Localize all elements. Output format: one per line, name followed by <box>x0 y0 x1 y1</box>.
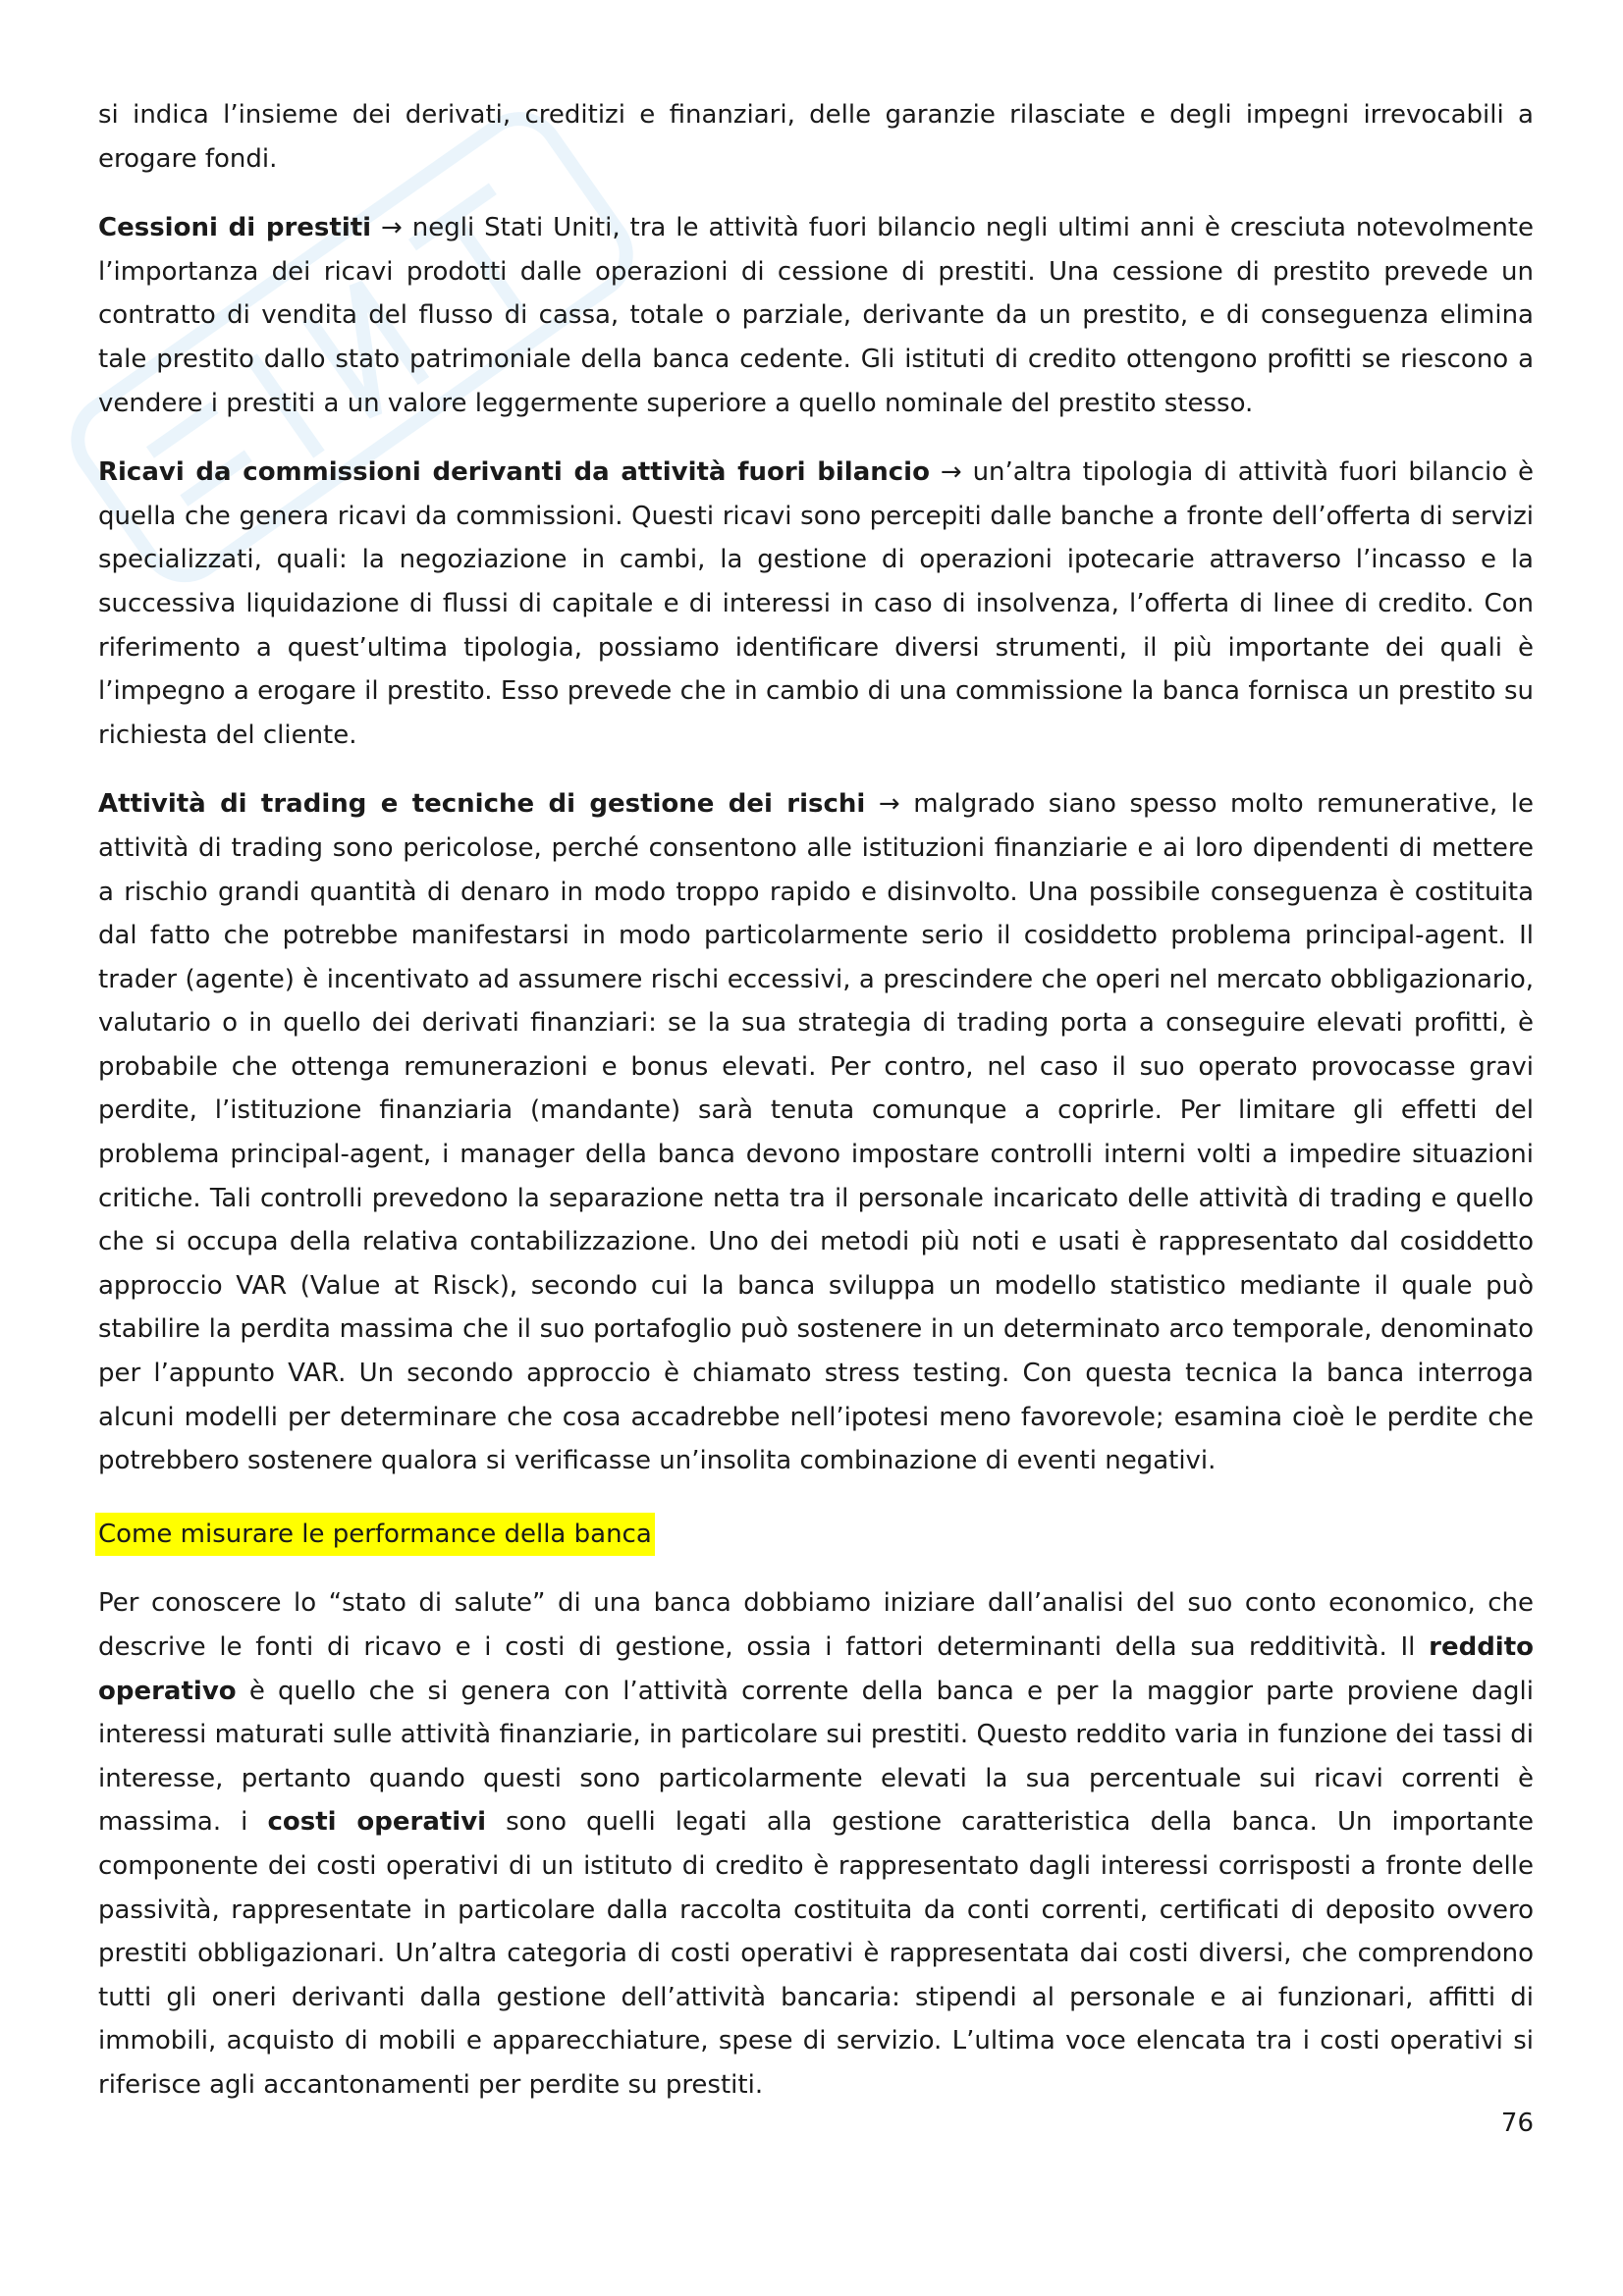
arrow-right-icon: → <box>878 789 900 820</box>
paragraph-lead: Cessioni di prestiti <box>98 213 372 243</box>
paragraph-text: sono quelli legati alla gestione caratteristica della banca. Un importante componente dei costi operativi di un istituto di credito è rappresentato dagli interessi corrisposti a fronte delle passività, rappresentate in particolare dalla raccolta costituita da conti correnti, certificati di deposito ovvero prestiti obbligazionari. Un’altra categoria di costi operativi è rappresentata dai costi diversi, che comprendono tutti gli oneri derivanti dalla gestione dell’attività bancaria: stipendi al personale e ai funzionari, affitti di immobili, acquisto di mobili e apparecchiature, spese di servizio. L’ultima voce elencata tra i costi operativi si riferisce agli accantonamenti per perdite su prestiti. <box>98 1807 1534 2100</box>
paragraph-lead: Attività di trading e tecniche di gestione dei rischi <box>98 789 866 820</box>
paragraph-text: un’altra tipologia di attività fuori bilancio è quella che genera ricavi da commissioni. Questi ricavi sono percepiti dalle banche a fronte dell’offerta di servizi specializzati, quali: la negoziazione in cambi, la gestione di operazioni ipotecarie attraverso l’incasso e la successiva liquidazione di flussi di capitale e di interessi in caso di insolvenza, l’offerta di linee di credito. Con riferimento a quest’ultima tipologia, possiamo identificare diversi strumenti, il più importante dei quali è l’impegno a erogare il prestito. Esso prevede che in cambio di una commissione la banca fornisca un prestito su richiesta del cliente. <box>98 457 1535 750</box>
paragraph-ricavi-commissioni <box>98 451 1534 757</box>
paragraph-cessioni-prestiti <box>98 206 1534 425</box>
intro-text: si indica l’insieme dei derivati, creditizi e finanziari, delle garanzie rilasciate e degli impegni irrevocabili a erogare fondi. <box>98 100 1534 174</box>
term-reddito-operativo: reddito operativo <box>98 1632 1535 1706</box>
paragraph-text: è quello che si genera con l’attività corrente della banca e per la maggior parte proviene dagli interessi maturati sulle attività finanziarie, in particolare sui prestiti. Questo reddito varia in funzione dei tassi di interesse, pertanto quando questi sono particolarmente elevati la sua percentuale sui ricavi correnti è massima. i <box>98 1676 1534 1838</box>
intro-paragraph <box>98 93 1534 181</box>
page-number: 76 <box>1500 2109 1534 2138</box>
paragraph-text: Per conoscere lo “stato di salute” di una banca dobbiamo iniziare dall’analisi del suo conto economico, che descrive le fonti di ricavo e i costi di gestione, ossia i fattori determinanti della sua redditività. Il <box>98 1588 1534 1662</box>
arrow-right-icon: → <box>940 457 962 488</box>
section-heading: Come misurare le performance della banca <box>95 1513 655 1557</box>
paragraph-text: negli Stati Uniti, tra le attività fuori bilancio negli ultimi anni è cresciuta notevolmente l’importanza dei ricavi prodotti dalle operazioni di cessione di prestiti. Una cessione di prestito prevede un contratto di vendita del flusso di cassa, totale o parziale, derivante da un prestito, e di conseguenza elimina tale prestito dallo stato patrimoniale della banca cedente. Gli istituti di credito ottengono profitti se riescono a vendere i prestiti a un valore leggermente superiore a quello nominale del prestito stesso. <box>98 213 1534 418</box>
term-costi-operativi: costi operativi <box>267 1807 487 1838</box>
paragraph-lead: Ricavi da commissioni derivanti da attività fuori bilancio <box>98 457 930 488</box>
arrow-right-icon: → <box>381 213 403 243</box>
paragraph-performance <box>98 1581 1534 2107</box>
document-page <box>98 93 1534 2133</box>
paragraph-text: malgrado siano spesso molto remunerative, le attività di trading sono pericolose, perché consentono alle istituzioni finanziarie e ai loro dipendenti di mettere a rischio grandi quantità di denaro in modo troppo rapido e disinvolto. Una possibile conseguenza è costituita dal fatto che potrebbe manifestarsi in modo particolarmente serio il cosiddetto problema principal-agent. Il trader (agente) è incentivato ad assumere rischi eccessivi, a prescindere che operi nel mercato obbligazionario, valutario o in quello dei derivati finanziari: se la sua strategia di trading porta a conseguire elevati profitti, è probabile che ottenga remunerazioni e bonus elevati. Per contro, nel caso il suo operato provocasse gravi perdite, l’istituzione finanziaria (mandante) sarà tenuta comunque a coprirle. Per limitare gli effetti del problema principal-agent, i manager della banca devono impostare controlli interni volti a impedire situazioni critiche. Tali controlli prevedono la separazione netta tra il personale incaricato delle attività di trading e quello che si occupa della relativa contabilizzazione. Uno dei metodi più noti e usati è rappresentato dal cosiddetto approccio VAR (Value at Risck), secondo cui la banca sviluppa un modello statistico mediante il quale può stabilire la perdita massima che il suo portafoglio può sostenere in un determinato arco temporale, denominato per l’appunto VAR. Un secondo approccio è chiamato stress testing. Con questa tecnica la banca interroga alcuni modelli per determinare che cosa accadrebbe nell’ipotesi meno favorevole; esamina cioè le perdite che potrebbero sostenere qualora si verificasse un’insolita combinazione di eventi negativi. <box>98 789 1535 1476</box>
paragraph-trading-rischi <box>98 782 1534 1483</box>
